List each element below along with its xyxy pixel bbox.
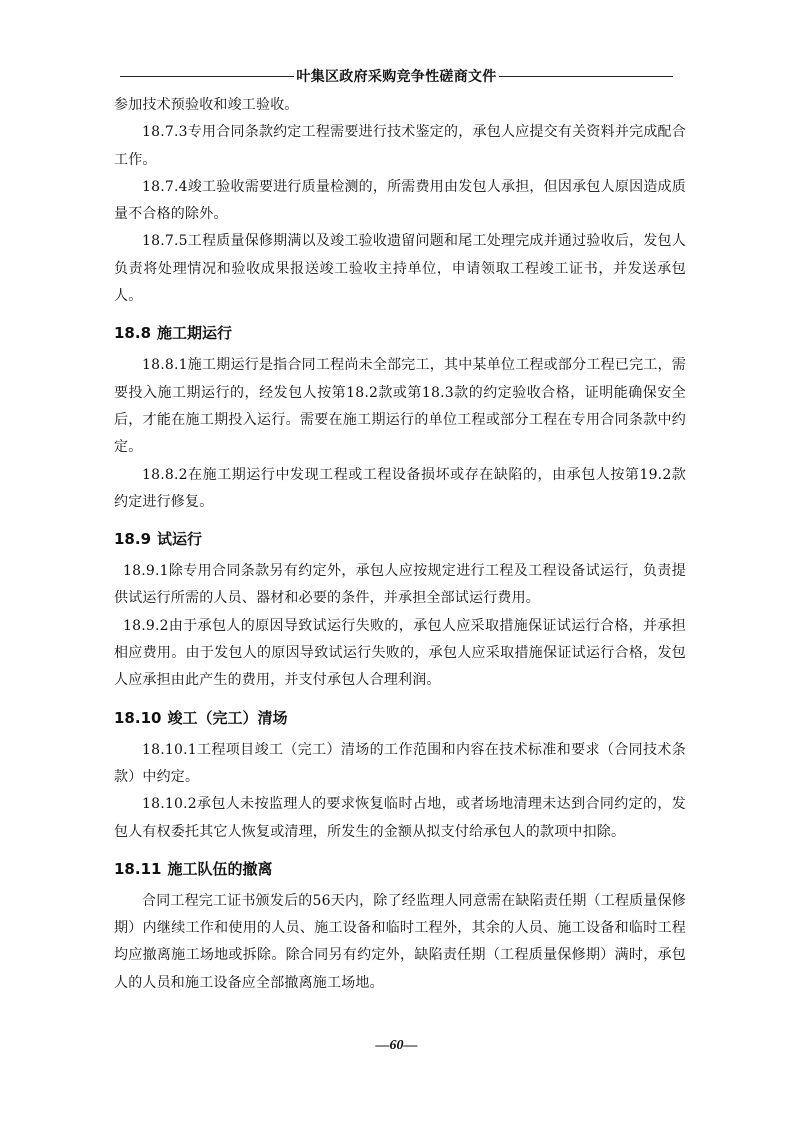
paragraph: 18.7.4竣工验收需要进行质量检测的，所需费用由发包人承担，但因承包人原因造成质量不合格的除外。: [114, 178, 686, 223]
paragraph: 合同工程完工证书颁发后的56天内，除了经监理人同意需在缺陷责任期（工程质量保修期）内继续工作和使用的人员、施工设备和临时工程外，其余的人员、施工设备和临时工程均应撤离施工场地或拆除。除合同另有约定外，缺陷责任期（工程质量保修期）满时，承包人的人员和施工设备应全部撤离施工场地。: [114, 892, 686, 991]
page-number: —60—: [375, 1038, 418, 1053]
paragraph: 18.10.2承包人未按监理人的要求恢复临时占地，或者场地清理未达到合同约定的，发包人有权委托其它人恢复或清理，所发生的金额从拟支付给承包人的款项中扣除。: [114, 796, 686, 840]
section-number: 18.10: [114, 708, 162, 727]
section-title: 竣工（完工）清场: [167, 708, 288, 727]
paragraph: 18.8.2在施工期运行中发现工程或工程设备损坏或存在缺陷的，由承包人按第19.2款约定进行修复。: [114, 466, 686, 510]
header-title: 叶集区政府采购竞争性磋商文件: [296, 69, 497, 85]
header-rule-right: [499, 76, 673, 77]
section-number: 18.8: [114, 324, 152, 343]
section-number: 18.11: [114, 859, 162, 878]
header-rule-left: [120, 76, 294, 77]
paragraph: 18.10.1工程项目竣工（完工）清场的工作范围和内容在技术标准和要求（合同技术条款）中约定。: [114, 741, 686, 785]
section-number: 18.9: [114, 530, 152, 549]
document-body: [114, 92, 686, 997]
section-heading: [114, 856, 686, 882]
paragraph: 参加技术预验收和竣工验收。: [114, 97, 299, 113]
page-header: [120, 66, 673, 86]
paragraph: 18.9.1除专用合同条款另有约定外，承包人应按规定进行工程及工程设备试运行，负责提供试运行所需的人员、器材和必要的条件，并承担全部试运行费用。: [114, 563, 686, 607]
paragraph: 18.7.3专用合同条款约定工程需要进行技术鉴定的，承包人应提交有关资料并完成配合工作。: [114, 124, 686, 168]
section-heading: [114, 526, 686, 552]
section-heading: [114, 320, 686, 346]
section-title: 试运行: [157, 530, 203, 549]
paragraph: 18.7.5工程质量保修期满以及竣工验收遗留问题和尾工处理完成并通过验收后，发包人负责将处理情况和验收成果报送竣工验收主持单位，申请领取工程竣工证书，并发送承包人。: [114, 233, 686, 305]
section-title: 施工期运行: [157, 324, 233, 343]
paragraph: 18.9.2由于承包人的原因导致试运行失败的，承包人应采取措施保证试运行合格，并承担相应费用。由于发包人的原因导致试运行失败的，承包人应采取措施保证试运行合格，发包人应承担由此产生的费用，并支付承包人合理利润。: [114, 617, 686, 689]
section-heading: [114, 705, 686, 731]
section-title: 施工队伍的撤离: [167, 859, 273, 878]
paragraph: 18.8.1施工期运行是指合同工程尚未全部完工，其中某单位工程或部分工程已完工，需要投入施工期运行的，经发包人按第18.2款或第18.3款的约定验收合格，证明能确保安全后，才能在施工期投入运行。需要在施工期运行的单位工程或部分工程在专用合同条款中约定。: [114, 357, 686, 456]
